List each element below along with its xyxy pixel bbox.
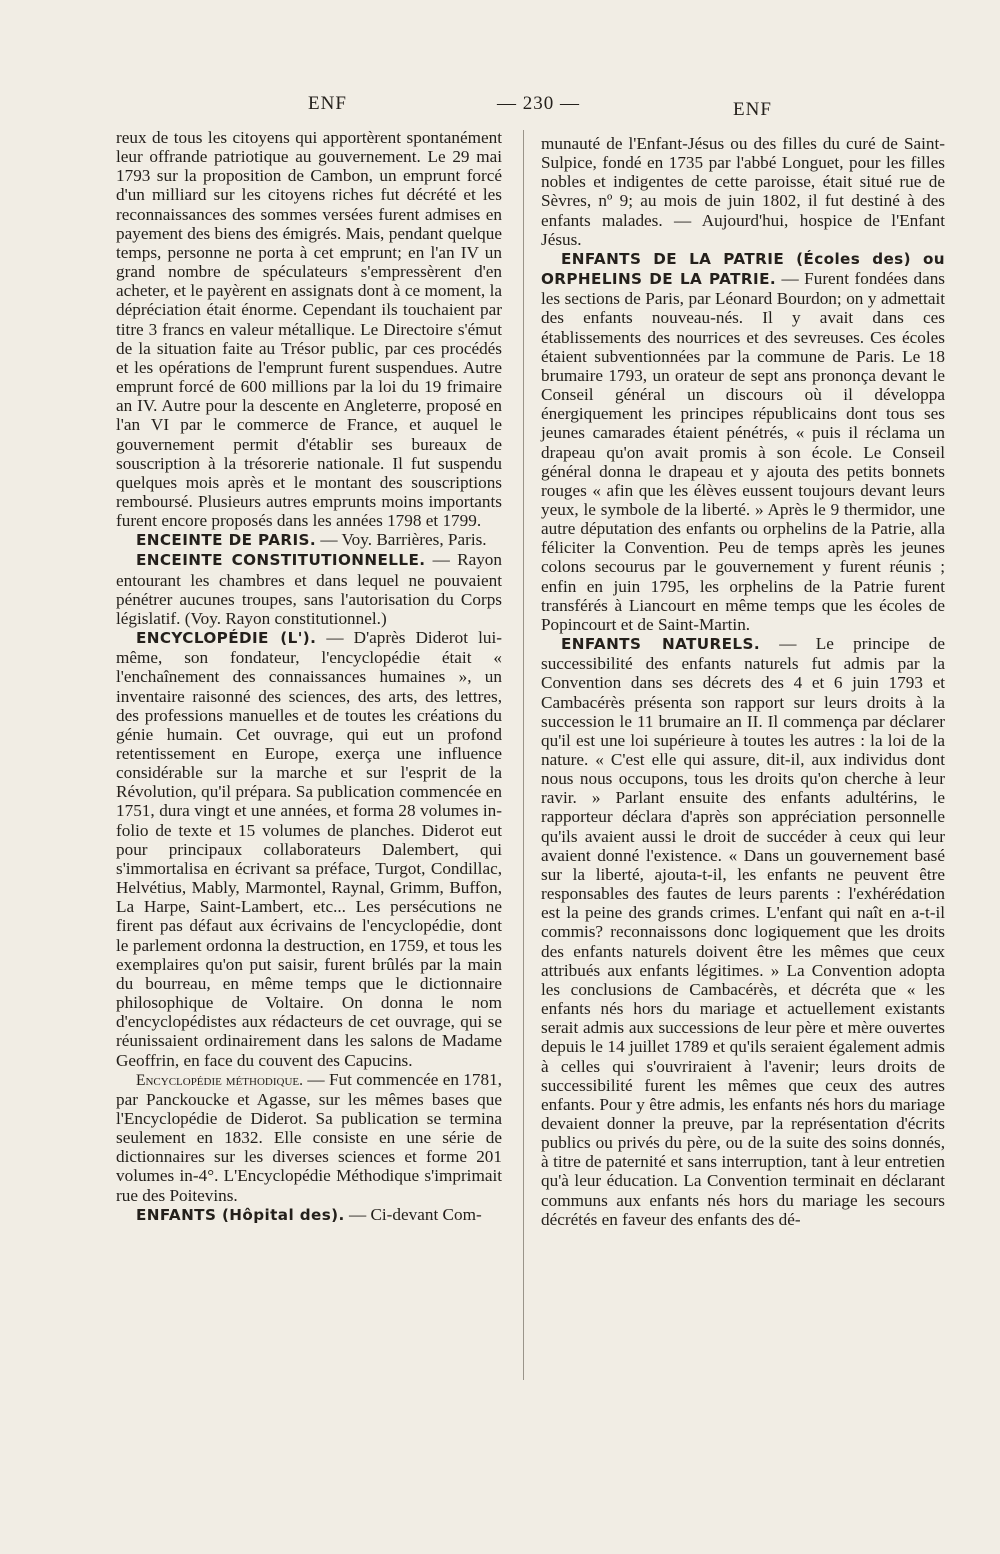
entry-text: — Rayon entourant les chambres et dans lequel ne pouvaient pénétrer aucunes troupes, sans l'autorisation du Corps législatif. (Voy. Rayon constitutionnel.) [116, 550, 502, 628]
entry-heading: ENCEINTE CONSTITUTIONNELLE. [136, 551, 426, 570]
entry-enfants-hopital [116, 1205, 502, 1225]
entry-encyclopedie-methodique [116, 1070, 502, 1205]
entry-encyclopedie [116, 628, 502, 1070]
entry-text: — Voy. Barrières, Paris. [316, 530, 487, 550]
column-divider [523, 130, 524, 1380]
entry-text: — D'après Diderot lui-même, son fondateur, l'encyclopédie était « l'enchaînement des connaissances humaines », un inventaire raisonné des sciences, des arts, des lettres, des professions manuelles et de toutes les créations du génie humain. Cet ouvrage, qui eut un profond retentissement en Europe, exerça une influence considérable sur la marche et sur l'esprit de la Révolution, qu'il prépara. Sa publication commencée en 1751, dura vingt et une années, et forma 28 volumes in-folio de texte et 15 volumes de planches. Diderot eut pour principaux collaborateurs Dalembert, qui s'immortalisa en écrivant sa préface, Turgot, Condillac, Helvétius, Mably, Marmontel, Raynal, Grimm, Buffon, La Harpe, Saint-Lambert, etc... Les persécutions ne firent pas défaut aux écrivains de l'encyclopédie, dont le parlement ordonna la destruction, en 1759, et tous les exemplaires qu'on put saisir, furent brûlés par la main du bourreau, en même temps que le dictionnaire philosophique de Voltaire. On donna le nom d'encyclopédistes aux rédacteurs de cet ouvrage, qui se réunissaient ordinairement dans les salons de Madame Geoffrin, en face du couvent des Capucins. [116, 628, 502, 1070]
entry-heading: ENFANTS (Hôpital des). [136, 1205, 345, 1224]
paragraph: reux de tous les citoyens qui apportèrent spontanément leur offrande patriotique au gouvernement. Le 29 mai 1793 sur la proposition de Cambon, un emprunt forcé d'un milliard sur les citoyens riches fut décrété et les reconnaissances des sommes versées furent admises en payement des biens des émigrés. Mais, pendant quelque temps, personne ne porta à cet emprunt; en l'an IV un grand nombre de spéculateurs s'empressèrent d'en acheter, et le payèrent en assignats dont à ce moment, la dépréciation était énorme. Cependant ils touchaient par titre 3 francs en valeur métallique. Le Directoire s'émut de la situation faite au Trésor public, par ces procédés et les opérations de l'emprunt furent suspendues. Autre emprunt forcé de 600 millions par la loi du 19 frimaire an IV. Autre pour la descente en Angleterre, proposé en l'an VI par le commerce de France, et auquel le gouvernement permit d'établir ses bureaux de souscription à la trésorerie nationale. Il fut suspendu quelques mois après et le montant des souscriptions remboursé. Plusieurs autres emprunts moins importants furent encore proposés dans les années 1798 et 1799. [116, 128, 502, 531]
entry-heading: ENFANTS DE LA PATRIE (Écoles des) ou ORPHELINS DE LA PATRIE. [541, 249, 945, 289]
right-column [541, 134, 945, 1229]
paragraph: munauté de l'Enfant-Jésus ou des filles du curé de Saint-Sulpice, fondé en 1735 par l'abbé Longuet, pour les filles nobles et indigentes de cette paroisse, était situé rue de Sèvres, nº 9; au mois de juin 1802, il fut destiné à des enfants malades. — Aujourd'hui, hospice de l'Enfant Jésus. [541, 134, 945, 249]
entry-heading: ENCEINTE DE PARIS. [136, 531, 317, 550]
entry-enfants-naturels [541, 634, 945, 1229]
entry-enceinte-de-paris [116, 530, 502, 550]
entry-text: — Ci-devant Com- [344, 1204, 482, 1224]
entry-text: — Furent fondées dans les sections de Paris, par Léonard Bourdon; on y admettait des enfants nouveau-nés. Il y avait dans ces établissements des nourrices et des sevreuses. Ces écoles étaient subventionnées par la commune de Paris. Le 18 brumaire 1793, un orateur de sept ans prononça devant le Conseil général un discours où il développa énergiquement les principes républicains dont tous ses jeunes camarades étaient pénétrés, « puis il réclama un drapeau qu'on avait promis à son école. Le Conseil général donna le drapeau et y ajouta des petits bonnets rouges « afin que les élèves eussent toujours devant leurs yeux, le symbole de la liberté. » Après le 9 thermidor, une autre députation des enfants ou orphelins de la Patrie, alla féliciter la Convention. Peu de temps après les jeunes colons secourus par le gouvernement y furent réunis ; enfin en juin 1795, les orphelins de la Patrie furent transférés à Liancourt en même temps que les écoles de Popincourt et de Saint-Martin. [541, 269, 945, 634]
entry-text: — Le principe de successibilité des enfants naturels fut admis par la Convention dans ses décrets des 4 et 6 juin 1793 et Cambacérès présenta son rapport sur leurs droits à la succession le 11 brumaire an II. Il commença par déclarer qu'il est une loi supérieure à toutes les autres : la loi de la nature. « C'est elle qui assure, dit-il, aux individus dont nous nous occupons, tous les droits qu'on cherche à leur ravir. » Parlant ensuite des enfants adultérins, le rapporteur déclara d'après son appréciation personnelle qu'ils avaient aussi le droit de succéder à ceux qui leur avaient donné l'existence. « Dans un gouvernement basé sur la liberté, ajouta-t-il, les enfants ne peuvent être responsables des fautes de leurs parents : l'exhérédation est la peine des grands crimes. L'enfant qui naît en a-t-il commis? reconnaissons donc logiquement que les droits des enfants naturels doivent être les mêmes que ceux attribués aux enfants légitimes. » La Convention adopta les conclusions de Cambacérès, et décréta que « les enfants nés hors du mariage et actuellement existants serait admis aux successions de leur père et mère ouvertes depuis le 14 juillet 1789 et qu'ils seraient également admis à celles qui s'ouvriraient à l'avenir; leurs droits de successibilité furent les mêmes que ceux des autres enfants. Pour y être admis, les enfants nés hors du mariage devaient donner la preuve, par la représentation d'écrits publics ou privés du père, ou de la suite des soins donnés, à titre de paternité et sans interruption, tant à leur entretien qu'à leur éducation. La Convention terminait en déclarant communs aux enfants nés hors du mariage les secours décrétés en faveur des enfants des dé- [541, 634, 945, 1229]
entry-enceinte-constitutionnelle [116, 550, 502, 628]
left-column [116, 128, 502, 1225]
entry-enfants-de-la-patrie [541, 249, 945, 634]
entry-text: — Fut commencée en 1781, par Panckoucke et Agasse, sur les mêmes bases que l'Encyclopédie de Diderot. Sa publication se termina seulement en 1832. Elle consiste en une série de dictionnaires sur les diverses sciences et forme 201 volumes in-4°. L'Encyclopédie Méthodique s'imprimait rue des Poitevins. [116, 1069, 502, 1205]
entry-heading: ENCYCLOPÉDIE (L'). [136, 629, 317, 648]
running-header [0, 93, 1000, 119]
header-right: ENF [733, 99, 772, 120]
entry-heading: Encyclopédie méthodique. [136, 1071, 304, 1089]
entry-heading: ENFANTS NATURELS. [561, 635, 760, 654]
page-number: — 230 — [497, 93, 580, 114]
header-left: ENF [308, 93, 347, 114]
